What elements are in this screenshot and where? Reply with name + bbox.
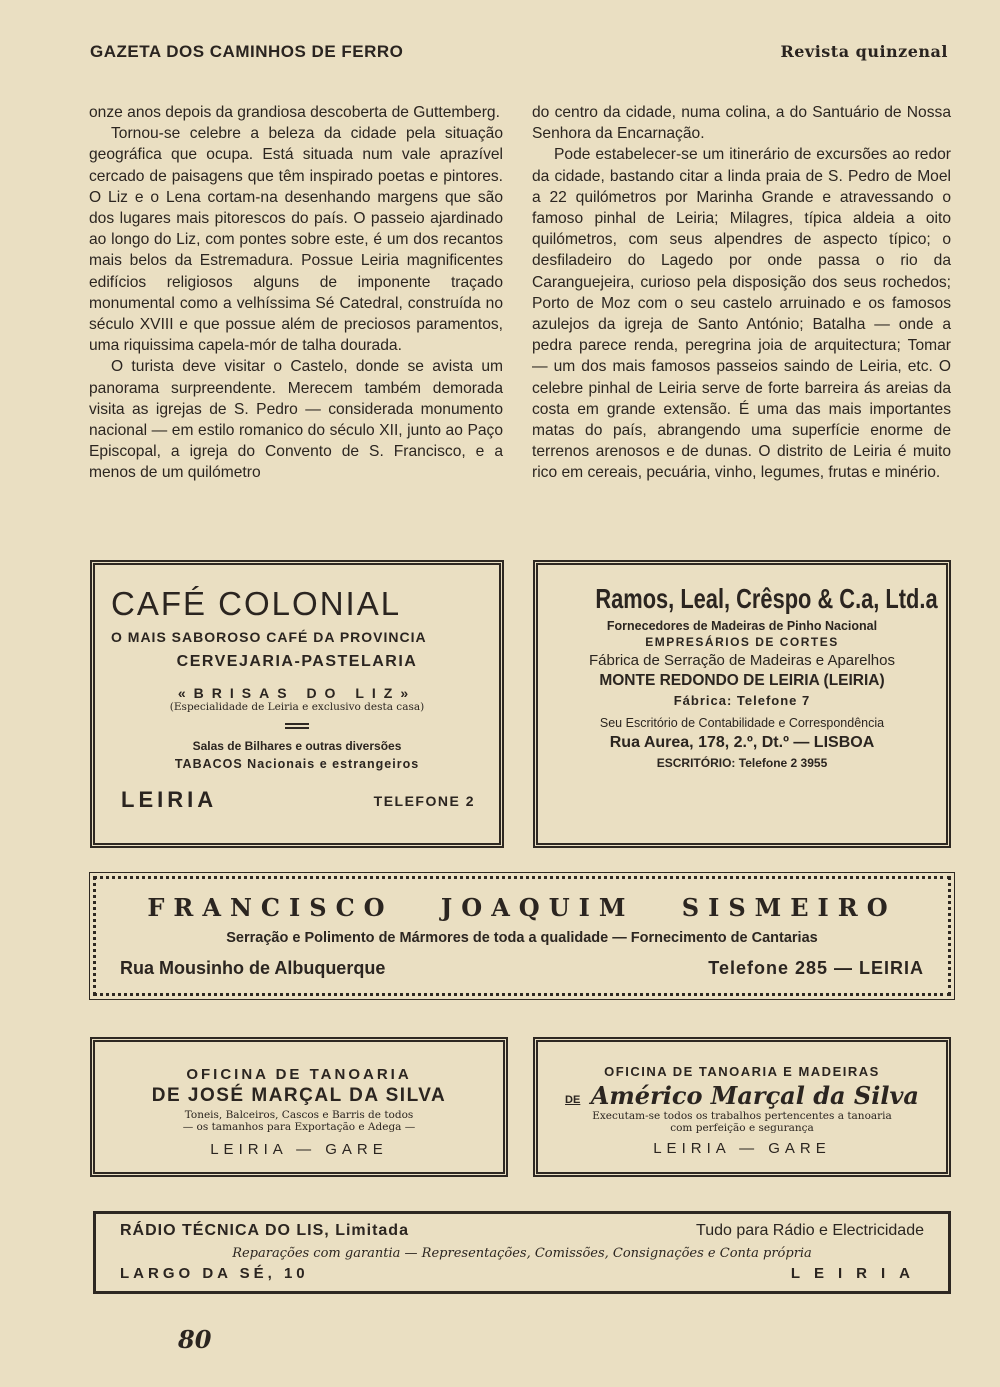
divider [285, 723, 309, 729]
ramos-line1: Fornecedores de Madeiras de Pinho Nacional [606, 619, 878, 633]
ramos-line5: Fábrica: Telefone 7 [673, 693, 811, 708]
article-left-column [89, 102, 503, 484]
ramos-line4: MONTE REDONDO DE LEIRIA (LEIRIA) [599, 672, 885, 689]
article-paragraph: Tornou-se celebre a beleza da cidade pela situação geográfica que ocupa. Está situada num vale aprazível cercado de paisagens que têm inspirado poetas e pintores. O Liz e o Lena cortam-na desenhando margens que são dos lugares mais pitorescos do país. O passeio ajardinado ao longo do Liz, com pontes sobre este, é um dos recantos mais belos da Estremadura. Possue Leiria magnificentes edifícios religiosos alguns de imponente traçado monumental como a velhíssima Sé Catedral, construída no século XVIII e que possue além de preciosos paramentos, uma riquissima capela-mór de talha dourada. [89, 125, 503, 355]
ad-americo-marcal [533, 1037, 951, 1177]
radio-city: LEIRIA [790, 1265, 924, 1282]
article-paragraph: do centro da cidade, numa colina, a do Santuário de Nossa Senhora da Encarnação. [532, 104, 951, 143]
sismeiro-address: Rua Mousinho de Albuquerque [120, 958, 386, 978]
jose-line2: Toneis, Balceiros, Cascos e Barris de todos [184, 1109, 414, 1121]
cafe-type: CERVEJARIA-PASTELARIA [176, 653, 418, 670]
ad-ramos-leal-crespo [533, 560, 951, 848]
radio-address: LARGO DA SÉ, 10 [120, 1265, 309, 1282]
journal-title: GAZETA DOS CAMINHOS DE FERRO [90, 42, 404, 61]
americo-prefix: DE [565, 1093, 581, 1106]
americo-line2: Executam-se todos os trabalhos pertencentes a tanoaria [592, 1110, 892, 1122]
americo-line1: OFICINA DE TANOARIA E MADEIRAS [604, 1064, 880, 1079]
ramos-name: Ramos, Leal, Crêspo & C.a, Ltd.a [595, 583, 938, 614]
sismeiro-name: FRANCISCO JOAQUIM SISMEIRO [147, 893, 897, 922]
radio-services: Reparações com garantia — Representações, Comissões, Consignações e Conta própria [232, 1246, 812, 1261]
cafe-city: LEIRIA [121, 787, 218, 812]
americo-name: Américo Marçal da Silva [590, 1081, 919, 1110]
cafe-brand: «BRISAS DO LIZ» [177, 685, 417, 701]
journal-subtitle: Revista quinzenal [780, 42, 948, 61]
sismeiro-phone: Telefone 285 — LEIRIA [708, 958, 924, 978]
ramos-line7: Rua Aurea, 178, 2.º, Dt.º — LISBOA [609, 734, 875, 751]
cafe-line2: TABACOS Nacionais e estrangeiros [174, 757, 420, 771]
jose-city: LEIRIA — GARE [210, 1141, 388, 1158]
ramos-line8: ESCRITÓRIO: Telefone 2 3955 [656, 756, 828, 770]
cafe-tagline: O MAIS SABOROSO CAFÉ DA PROVINCIA [111, 629, 427, 645]
radio-slogan: Tudo para Rádio e Electricidade [696, 1222, 924, 1239]
ramos-line3: Fábrica de Serração de Madeiras e Aparelhos [588, 652, 895, 669]
ad-sismeiro [93, 876, 951, 996]
jose-line3: — os tamanhos para Exportação e Adega — [182, 1121, 416, 1133]
americo-line3: com perfeição e segurança [670, 1122, 814, 1134]
cafe-note: (Especialidade de Leiria e exclusivo desta casa) [169, 701, 425, 713]
article-paragraph: Pode estabelecer-se um itinerário de excursões ao redor da cidade, bastando citar a linda praia de S. Pedro de Moel a 22 quilómetros por Marinha Grande e atravessando o famoso pinhal de Leiria; Milagres, típica aldeia a oito quilómetros, com seus alpendres de aspecto típico; o desfiladeiro do Lagedo por onde passa o rio da Caranguejeira, curioso pela disposição dos seus rochedos; Porto de Moz com o seu castelo arruinado e os famosos azulejos da igreja de Santo António; Batalha — onde a pedra parece renda, peregrina joia de arquitectura; Tomar — um dos mais famosos passeios saindo de Leiria, etc. O celebre pinhal de Leiria serve de forte barreira ás areias da costa em grande extensão. É uma das mais importantes matas do país, abrangendo uma superfície enorme de terrenos arenosos e de dunas. O distrito de Leiria é muito rico em cereais, pecuária, vinho, legumes, frutas e minério. [532, 146, 951, 482]
page-number: 80 [178, 1325, 212, 1354]
article-right-column [532, 102, 951, 484]
article-paragraph: O turista deve visitar o Castelo, donde se avista um panorama surpreendente. Merecem também demorada visita as igrejas de S. Pedro — considerada monumento nacional — em estilo romanico do século XII, junto ao Paço Episcopal, a igreja do Convento de S. Francisco, e a menos de um quilómetro [89, 358, 503, 482]
sismeiro-services: Serração e Polimento de Mármores de toda a qualidade — Fornecimento de Cantarias [226, 930, 818, 946]
ad-jose-marcal [90, 1037, 508, 1177]
ramos-line6: Seu Escritório de Contabilidade e Correspondência [599, 716, 885, 730]
cafe-name: CAFÉ COLONIAL [111, 585, 402, 622]
radio-name: RÁDIO TÉCNICA DO LIS, Limitada [120, 1222, 409, 1239]
ramos-line2: EMPRESÁRIOS DE CORTES [645, 635, 839, 649]
jose-line1: OFICINA DE TANOARIA [186, 1066, 412, 1083]
jose-name: DE JOSÉ MARÇAL DA SILVA [151, 1085, 447, 1106]
article-paragraph: onze anos depois da grandiosa descoberta de Guttemberg. [89, 104, 500, 121]
americo-city: LEIRIA — GARE [653, 1140, 831, 1157]
cafe-phone: TELEFONE 2 [373, 793, 475, 809]
ad-radio-tecnica [93, 1211, 951, 1294]
cafe-line1: Salas de Bilhares e outras diversões [192, 739, 402, 753]
ad-cafe-colonial [90, 560, 504, 848]
